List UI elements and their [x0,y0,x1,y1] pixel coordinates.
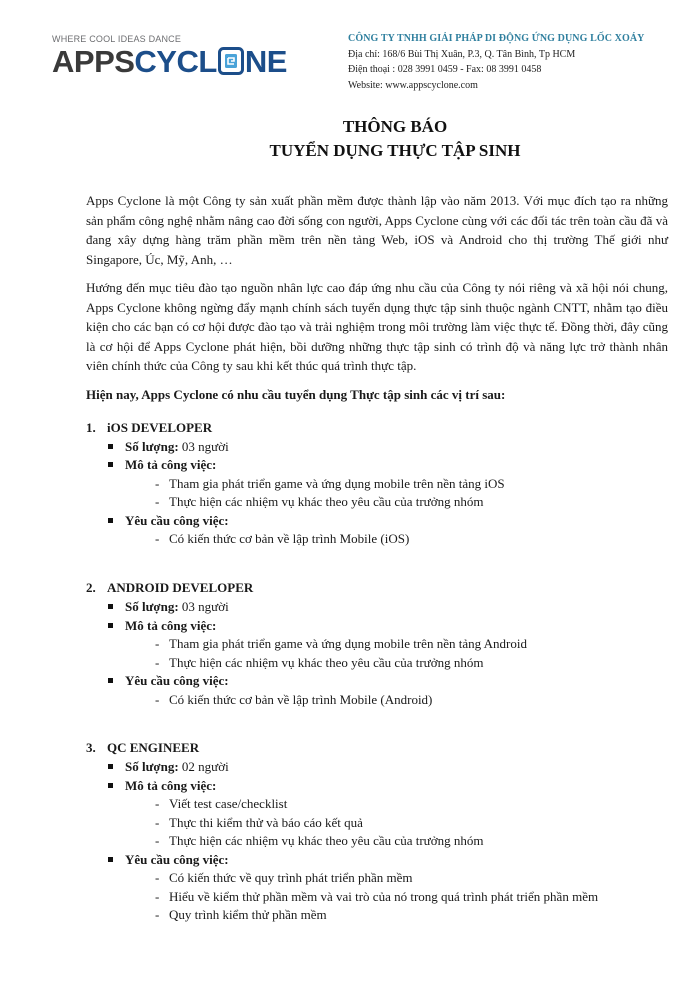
quantity-label: Số lượng: [125,759,179,774]
list-item [155,795,287,813]
list-item-text: Viết test case/checklist [169,796,288,811]
quantity-value: 03 người [181,439,229,454]
position-name: QC ENGINEER [107,740,200,755]
dash-bullet: - [155,815,160,830]
position-title [86,420,212,436]
description-label: Mô tả công việc: [125,778,217,793]
logo-tagline: WHERE COOL IDEAS DANCE [52,34,182,44]
list-item [155,654,483,672]
quantity-label: Số lượng: [125,599,179,614]
requirements-heading [108,672,229,690]
list-item-text: Thực hiện các nhiệm vụ khác theo yêu cầu của trưởng nhóm [169,655,484,670]
position-name: iOS DEVELOPER [107,420,213,435]
requirements-label: Yêu cầu công việc: [125,673,229,688]
dash-bullet: - [155,889,160,904]
company-address: Địa chỉ: 168/6 Bùi Thị Xuân, P.3, Q. Tân Bình, Tp HCM [348,48,576,60]
list-item [155,635,527,653]
logo-cycl-text: CYCL [134,44,217,79]
square-bullet-icon [108,623,113,628]
dash-bullet: - [155,796,160,811]
position-title [86,740,199,756]
square-bullet-icon [108,678,113,683]
description-heading [108,617,216,635]
list-item-text: Có kiến thức về quy trình phát triển phần mềm [169,870,413,885]
list-item-text: Tham gia phát triển game và ứng dụng mobile trên nền tảng iOS [169,476,505,491]
list-item [155,493,483,511]
square-bullet-icon [108,444,113,449]
quantity-label: Số lượng: [125,439,179,454]
dash-bullet: - [155,531,160,546]
list-item [155,888,598,906]
position-title [86,580,253,596]
company-logo [52,34,302,80]
list-item-text: Hiểu về kiểm thử phần mềm và vai trò của nó trong quá trình phát triển phần mềm [169,889,599,904]
requirements-label: Yêu cầu công việc: [125,513,229,528]
position-name: ANDROID DEVELOPER [107,580,254,595]
list-item-text: Tham gia phát triển game và ứng dụng mobile trên nền tảng Android [169,636,527,651]
company-website: Website: www.appscyclone.com [348,79,478,91]
company-info [348,31,644,93]
square-bullet-icon [108,764,113,769]
square-bullet-icon [108,462,113,467]
dash-bullet: - [155,870,160,885]
dash-bullet: - [155,833,160,848]
position-number: 3. [86,740,96,755]
description-label: Mô tả công việc: [125,457,217,472]
company-phone: Điện thoại : 028 3991 0459 - Fax: 08 3991 0458 [348,64,542,75]
list-item-text: Thực thi kiểm thử và báo cáo kết quả [169,815,363,830]
list-item-text: Có kiến thức cơ bản về lập trình Mobile (Android) [169,692,433,707]
square-bullet-icon [108,783,113,788]
list-item [155,869,413,887]
page-title: THÔNG BÁO [342,117,448,136]
square-bullet-icon [108,518,113,523]
dash-bullet: - [155,692,160,707]
list-item [155,906,327,924]
quantity-item [108,758,229,776]
dash-bullet: - [155,655,160,670]
quantity-item [108,438,229,456]
quantity-item [108,598,229,616]
page-subtitle: TUYỂN DỤNG THỰC TẬP SINH [269,141,521,160]
dash-bullet: - [155,636,160,651]
list-item-text: Thực hiện các nhiệm vụ khác theo yêu cầu của trưởng nhóm [169,494,484,509]
logo-wordmark [52,44,287,80]
company-name: CÔNG TY TNHH GIẢI PHÁP DI ĐỘNG ỨNG DỤNG LỐC XOÁY [348,33,645,44]
requirements-label: Yêu cầu công việc: [125,852,229,867]
position-number: 2. [86,580,96,595]
quantity-value: 03 người [181,599,229,614]
list-item [155,530,409,548]
requirements-heading [108,512,229,530]
logo-phone-icon [218,47,244,75]
list-item [155,691,432,709]
square-bullet-icon [108,857,113,862]
list-item-text: Có kiến thức cơ bản về lập trình Mobile (iOS) [169,531,410,546]
position-number: 1. [86,420,96,435]
description-label: Mô tả công việc: [125,618,217,633]
dash-bullet: - [155,476,160,491]
dash-bullet: - [155,494,160,509]
square-bullet-icon [108,604,113,609]
logo-ne-text: NE [244,44,287,79]
requirements-heading [108,851,229,869]
intro-paragraph-2: Hướng đến mục tiêu đào tạo nguồn nhân lực cao đáp ứng nhu cầu của Công ty nói riêng và xã hội nói chung, Apps Cyclone không ngừng đẩy mạnh chính sách tuyển dụng thực tập sinh thuộc ngành CNTT, nhằm tạo điều kiện cho các bạn có cơ hội được đào tạo và trải nghiệm trong môi trường làm việc thực tế. Đồng thời, đây cũng là cơ hội để Apps Cyclone phát hiện, bồi dưỡng những thực tập sinh có trình độ và năng lực trở thành nhân viên chính thức của Công ty sau khi kết thúc quá trình thực tập. [86,280,668,373]
list-item [155,832,483,850]
list-item [155,814,363,832]
quantity-value: 02 người [181,759,229,774]
list-item-text: Thực hiện các nhiệm vụ khác theo yêu cầu của trưởng nhóm [169,833,484,848]
description-heading [108,777,216,795]
dash-bullet: - [155,907,160,922]
logo-apps-text: APPS [52,44,135,79]
description-heading [108,456,216,474]
list-item-text: Quy trình kiểm thử phần mềm [169,907,327,922]
intro-paragraph-1: Apps Cyclone là một Công ty sản xuất phần mềm được thành lập vào năm 2013. Với mục đích tạo ra những sản phẩm công nghệ nhằm nâng cao đời sống con người, Apps Cyclone cùng với các đối tác trên toàn cầu đã và đang xây dựng hàng trăm phần mềm trên nền tảng Web, iOS và Android cho thị trường Thế giới như Singapore, Úc, Mỹ, Anh, … [86,193,668,267]
positions-intro: Hiện nay, Apps Cyclone có nhu cầu tuyển dụng Thực tập sinh các vị trí sau: [86,387,506,402]
list-item [155,475,505,493]
